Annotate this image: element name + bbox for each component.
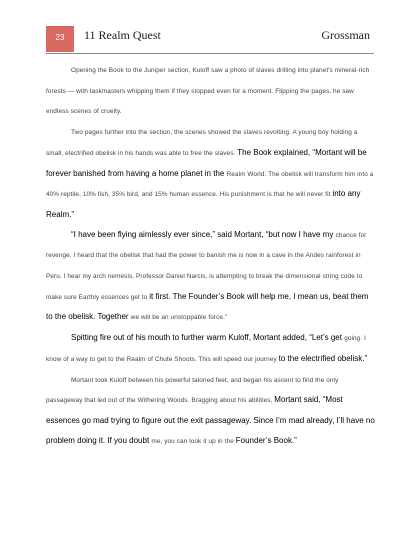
- text-run: going. I know of a way to get to the Realm of Chute Shoots. This will speed our journey: [46, 335, 366, 363]
- paragraph: [46, 370, 376, 452]
- text-run: to the electrified obelisk.”: [278, 353, 368, 363]
- text-run: Opening the Book to the Juniper section, Kuloff saw a photo of slaves drilling into planet's mineral-rich forests — with taskmasters whipping them if they stopped even for a moment. Flipping the pages, he saw endless scenes of cruelty.: [46, 67, 370, 116]
- header-divider: [46, 53, 374, 54]
- text-run: me, you can look it up in the: [151, 437, 236, 445]
- text-run: into any Realm.”: [46, 189, 361, 219]
- text-run: chance for revenge. I heard that the obelisk that had the power to banish me is now in a cave in the Andes rainforest in Peru. I hear my arch nemesis, Professor Daniel Narcis, is attempting to break the dimensional string code to make sure Earthly essences get to: [46, 231, 367, 301]
- text-run: we will be an unstoppable force.”: [130, 314, 228, 322]
- text-run: Mortant said, “Most essences go mad trying to figure out the exit passageway. Since I’m mad already, I’ll have no problem doing it. If you doubt: [46, 395, 375, 445]
- text-run: The Book explained, “Mortant will be forever banished from having a home planet in the: [46, 147, 367, 178]
- body-text: [46, 60, 376, 451]
- text-run: Realm World. The obelisk will transform him into a 40% reptile, 10% fish, 35% bird, and 15% human essence. His punishment is that he will never fit: [46, 170, 374, 199]
- paragraph: [46, 60, 376, 122]
- text-run: Two pages further into the section, the scenes showed the slaves revolting. A young boy holding a small, electrified obelisk in his hands was able to free the slaves.: [46, 129, 358, 157]
- text-run: Mortant took Kuloff between his powerful taloned feet, and began his ascent to find the only passageway that led out of the Withering Woods. Bragging about his abilities,: [46, 376, 339, 405]
- book-title: 11 Realm Quest: [84, 28, 161, 42]
- text-run: Founder’s Book.”: [235, 435, 297, 445]
- paragraph: [46, 122, 376, 225]
- page-number: 23: [55, 33, 65, 42]
- text-run: it first. The Founder’s Book will help me, I mean us, beat them to the obelisk. Together: [46, 291, 369, 322]
- author-name: Grossman: [321, 28, 370, 42]
- paragraph: [46, 328, 376, 369]
- page-number-badge: [46, 26, 74, 52]
- text-run: “I have been flying aimlessly ever since,” said Mortant, “but now I have my: [71, 229, 336, 239]
- text-run: Spitting fire out of his mouth to further warm Kuloff, Mortant added, “Let’s get: [71, 333, 345, 343]
- paragraph: [46, 225, 376, 329]
